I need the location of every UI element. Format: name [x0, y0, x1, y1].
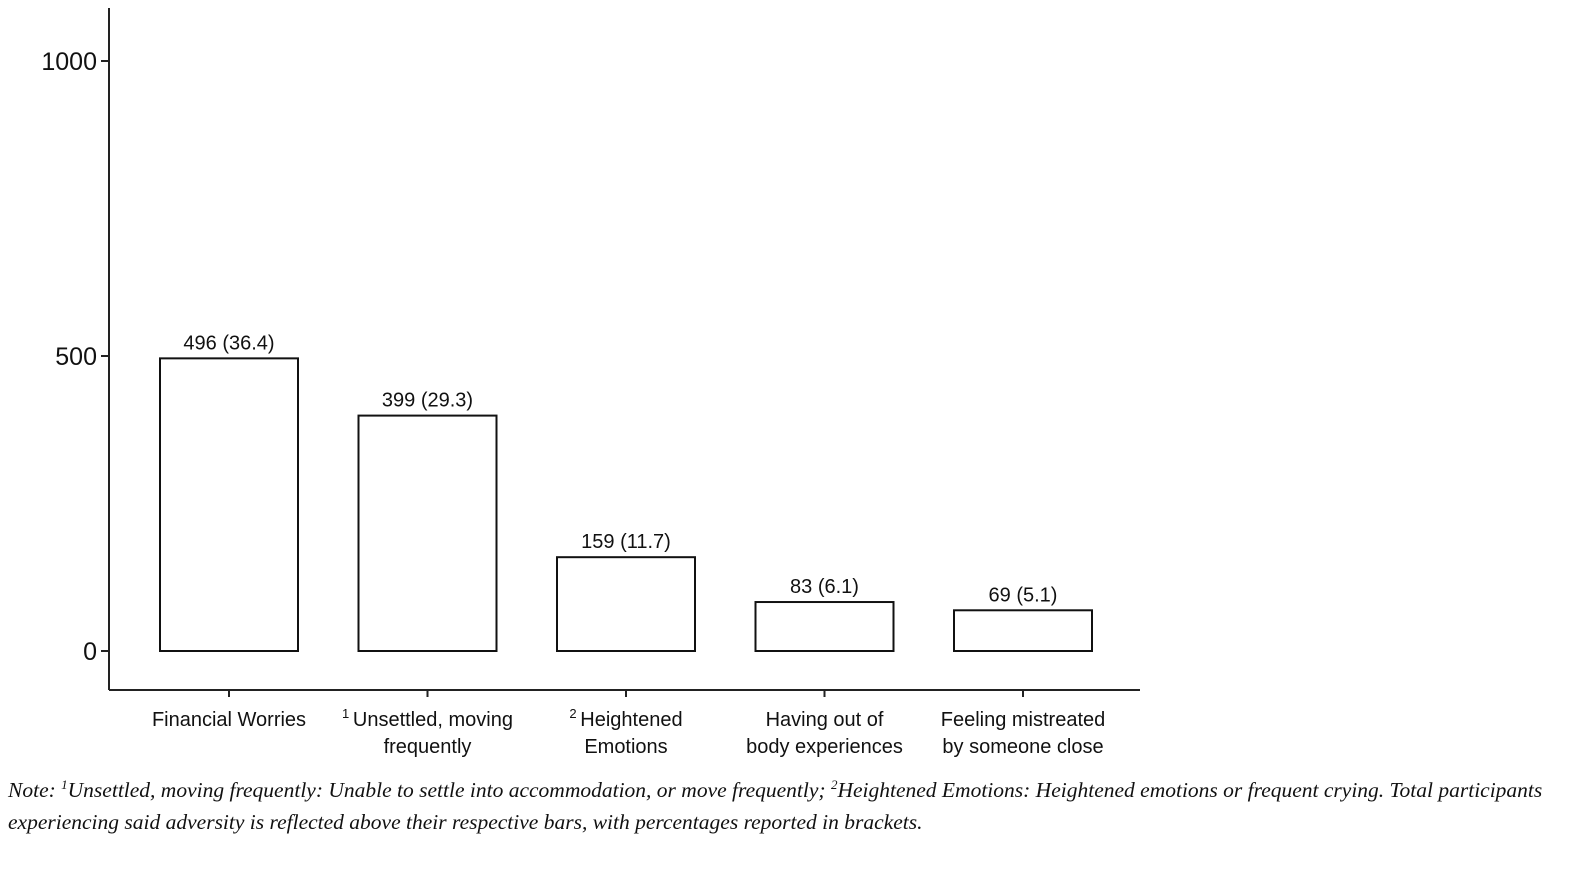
- bar: [557, 557, 695, 651]
- category-label: frequently: [383, 736, 472, 758]
- data-label: 69 (5.1): [988, 584, 1058, 607]
- note-text: Unsettled, moving frequently: Unable to settle into accommodation, or move frequently;: [67, 778, 831, 802]
- category-label: Emotions: [584, 736, 668, 758]
- note-superscript: 1: [61, 777, 68, 792]
- note-text: Heightened Emotions: Heightened emotions or frequent crying. Total participants experiencing said adversity is reflected above their respective bars, with percentages reported in brackets.: [8, 778, 1543, 834]
- bar: [954, 610, 1092, 651]
- data-label: 159 (11.7): [581, 531, 671, 554]
- category-superscript: 1: [342, 706, 353, 721]
- category-labels: [152, 706, 1105, 758]
- category-superscript: 2: [569, 706, 581, 721]
- note-superscript: 2: [830, 777, 838, 792]
- bar: [359, 416, 497, 651]
- data-label: 399 (29.3): [381, 389, 474, 412]
- y-tick-label: 500: [55, 343, 97, 371]
- data-label: 83 (6.1): [790, 576, 859, 599]
- category-label: Feeling mistreated: [940, 709, 1106, 731]
- bar: [160, 358, 298, 651]
- category-label: $^1$ Unsettled, moving: [342, 706, 513, 731]
- category-label: body experiences: [746, 736, 903, 758]
- category-label: Financial Worries: [151, 709, 307, 731]
- category-label: Having out of: [765, 709, 884, 731]
- bar: [756, 602, 894, 651]
- y-tick-label: 0: [83, 638, 97, 666]
- note-text: Note:: [8, 778, 62, 802]
- category-label: by someone close: [942, 736, 1104, 758]
- y-tick-label: 1000: [41, 48, 97, 76]
- figure-note: [8, 774, 1588, 838]
- data-label: 496 (36.4): [183, 332, 275, 355]
- category-label: $^2$ Heightened: [569, 706, 683, 731]
- bars: [160, 358, 1092, 651]
